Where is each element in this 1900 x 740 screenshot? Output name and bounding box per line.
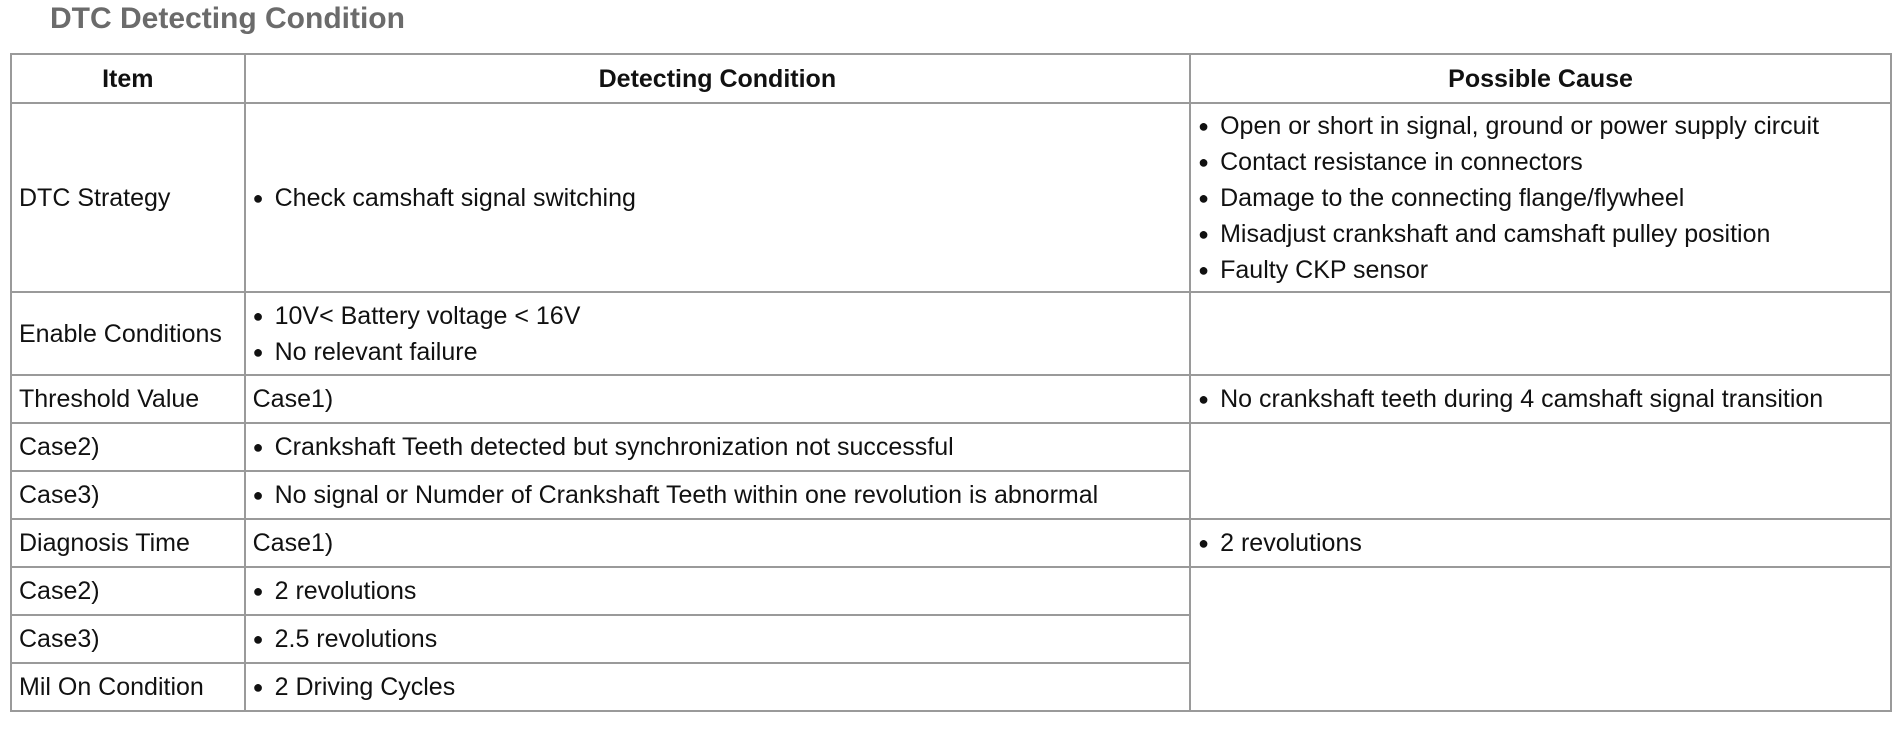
cause-cell bbox=[1190, 103, 1891, 292]
list-item: ● No signal or Numder of Crankshaft Teeth within one revolution is abnormal bbox=[253, 477, 1183, 513]
table-row bbox=[11, 423, 1891, 471]
item-cell: DTC Strategy bbox=[11, 103, 245, 292]
list-item: ● 2 revolutions bbox=[253, 573, 1183, 609]
condition-cell bbox=[245, 663, 1191, 711]
condition-cell bbox=[245, 567, 1191, 615]
item-cell: Diagnosis Time bbox=[11, 519, 245, 567]
table-row bbox=[11, 519, 1891, 567]
condition-list bbox=[253, 477, 1183, 513]
condition-list bbox=[253, 429, 1183, 465]
list-item: ● 2.5 revolutions bbox=[253, 621, 1183, 657]
item-cell: Case3) bbox=[11, 615, 245, 663]
list-item: ● 2 revolutions bbox=[1198, 525, 1883, 561]
condition-list bbox=[253, 669, 1183, 705]
condition-cell bbox=[245, 471, 1191, 519]
cause-list bbox=[1198, 525, 1883, 561]
condition-cell bbox=[245, 103, 1191, 292]
condition-cell bbox=[245, 292, 1191, 375]
table-header-row bbox=[11, 54, 1891, 103]
list-item: ● Misadjust crankshaft and camshaft pulley position bbox=[1198, 216, 1883, 252]
cause-cell bbox=[1190, 519, 1891, 567]
item-cell: Case2) bbox=[11, 567, 245, 615]
table-row bbox=[11, 103, 1891, 292]
dtc-table bbox=[10, 53, 1892, 712]
condition-cell: Case1) bbox=[245, 375, 1191, 423]
cause-cell-empty bbox=[1190, 567, 1891, 711]
list-item: ● Damage to the connecting flange/flywheel bbox=[1198, 180, 1883, 216]
condition-cell: Case1) bbox=[245, 519, 1191, 567]
condition-list bbox=[253, 298, 1183, 370]
list-item: ● Contact resistance in connectors bbox=[1198, 144, 1883, 180]
item-cell: Case2) bbox=[11, 423, 245, 471]
list-item: ● Check camshaft signal switching bbox=[253, 180, 1183, 216]
condition-cell bbox=[245, 423, 1191, 471]
header-detecting-condition: Detecting Condition bbox=[245, 54, 1191, 103]
condition-list bbox=[253, 573, 1183, 609]
item-cell: Threshold Value bbox=[11, 375, 245, 423]
list-item: ● No relevant failure bbox=[253, 334, 1183, 370]
condition-list bbox=[253, 180, 1183, 216]
item-cell: Mil On Condition bbox=[11, 663, 245, 711]
item-cell: Case3) bbox=[11, 471, 245, 519]
condition-cell bbox=[245, 615, 1191, 663]
table-row bbox=[11, 292, 1891, 375]
list-item: ● 10V< Battery voltage < 16V bbox=[253, 298, 1183, 334]
page-title: DTC Detecting Condition bbox=[50, 2, 405, 35]
table-row bbox=[11, 375, 1891, 423]
condition-list bbox=[253, 621, 1183, 657]
table-row bbox=[11, 567, 1891, 615]
list-item: ● 2 Driving Cycles bbox=[253, 669, 1183, 705]
list-item: ● Open or short in signal, ground or power supply circuit bbox=[1198, 108, 1883, 144]
list-item: ● Crankshaft Teeth detected but synchronization not successful bbox=[253, 429, 1183, 465]
header-item: Item bbox=[11, 54, 245, 103]
cause-list bbox=[1198, 381, 1883, 417]
cause-cell bbox=[1190, 375, 1891, 423]
list-item: ● No crankshaft teeth during 4 camshaft signal transition bbox=[1198, 381, 1883, 417]
cause-cell-empty bbox=[1190, 292, 1891, 375]
list-item: ● Faulty CKP sensor bbox=[1198, 252, 1883, 288]
item-cell: Enable Conditions bbox=[11, 292, 245, 375]
cause-cell-empty bbox=[1190, 423, 1891, 519]
header-possible-cause: Possible Cause bbox=[1190, 54, 1891, 103]
cause-list bbox=[1198, 108, 1883, 288]
